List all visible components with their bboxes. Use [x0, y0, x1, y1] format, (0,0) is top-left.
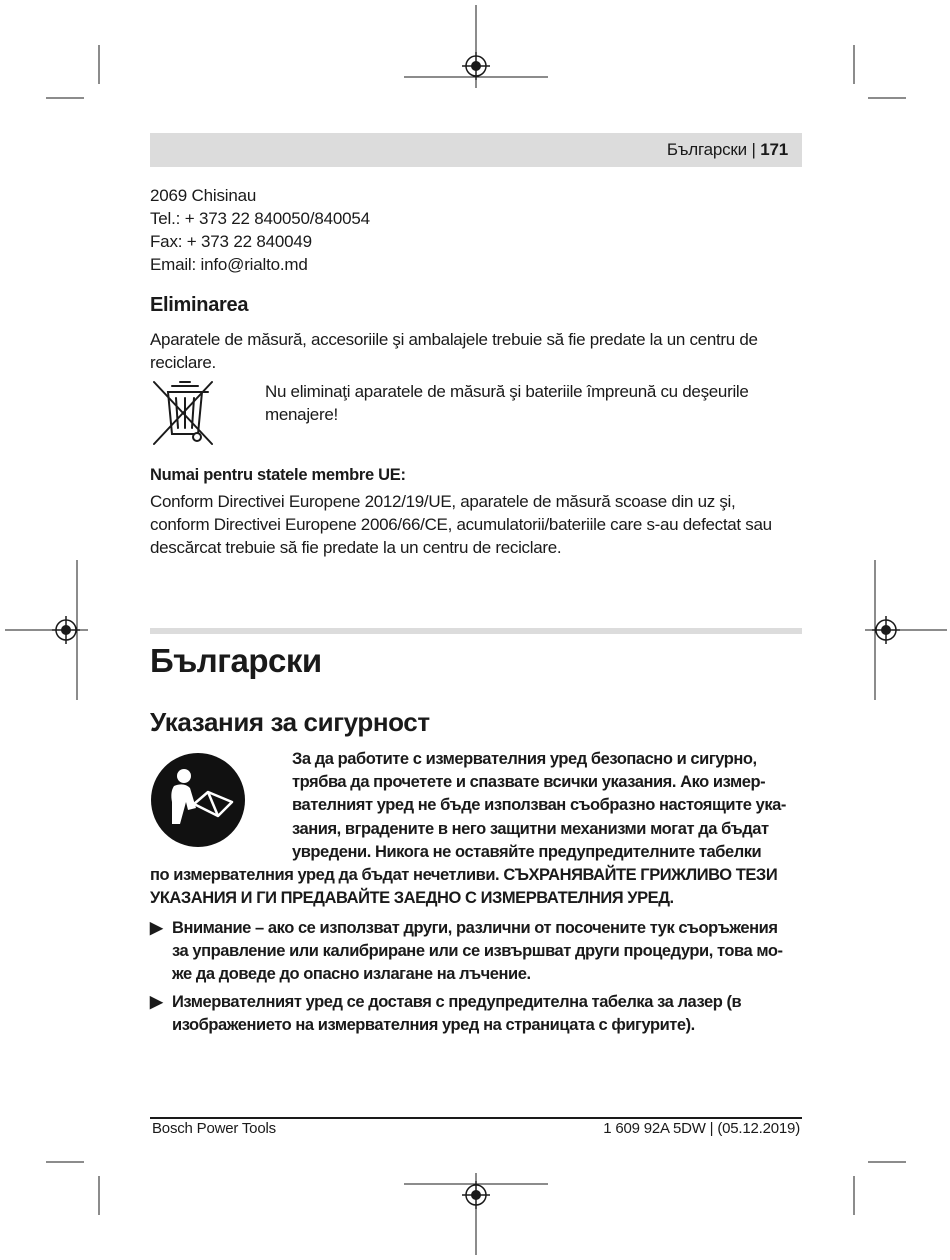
disposal-warning: [265, 380, 805, 426]
bullet-line: за управление или калибриране или се извършват други процедури, това мо-: [172, 942, 783, 961]
header-text: [667, 140, 788, 160]
safety-intro-line: по измервателния уред да бъдат нечетливи. СЪХРАНЯВАЙТЕ ГРИЖЛИВО ТЕЗИ: [150, 866, 778, 885]
page-header: [150, 133, 802, 167]
bullet-line: изображението на измервателния уред на страницата с фигурите).: [172, 1016, 695, 1035]
safety-intro-line: зания, вградените в него защитни механизми могат да бъдат: [292, 819, 769, 838]
eu-text-line: conform Directivei Europene 2006/66/CE, acumulatorii/bateriile care s-au defectat sau: [150, 515, 772, 534]
safety-intro-line: вателният уред не бъде използван съобразно настоящите ука-: [292, 796, 786, 815]
disposal-intro-line: reciclare.: [150, 353, 216, 372]
disposal-heading: Eliminarea: [150, 294, 249, 316]
eu-text: [150, 490, 810, 559]
section-title: Български: [150, 642, 322, 679]
disposal-intro: [150, 328, 810, 374]
safety-intro-line: увредени. Никога не оставяйте предупредителните табелки: [292, 842, 762, 861]
bullet-marker: ▶: [150, 919, 163, 937]
disposal-warning-line: Nu eliminaţi aparatele de măsură şi bateriile împreună cu deşeurile: [265, 382, 749, 401]
safety-intro-line: УКАЗАНИЯ И ГИ ПРЕДАВАЙТЕ ЗАЕДНО С ИЗМЕРВАТЕЛНИЯ УРЕД.: [150, 889, 674, 908]
safety-bullet: [150, 917, 805, 987]
address-fax: Fax: + 373 22 840049: [150, 232, 312, 251]
header-language: Български: [666, 140, 747, 159]
bullet-line: же да доведе до опасно излагане на лъчение.: [172, 965, 531, 984]
page-number: 171: [760, 140, 788, 159]
crossed-out-wheelie-bin-icon: [150, 378, 220, 448]
eu-heading: Numai pentru statele membre UE:: [150, 466, 406, 484]
disposal-warning-line: menajere!: [265, 405, 338, 424]
section-subtitle: Указания за сигурност: [150, 707, 430, 737]
contact-address: [150, 184, 370, 276]
bullet-marker: ▶: [150, 993, 163, 1011]
safety-intro: [150, 748, 805, 910]
bullet-line: Внимание – ако се използват други, различни от посочените тук съоръжения: [172, 919, 778, 937]
footer-rule: [150, 1117, 802, 1119]
address-phone: Tel.: + 373 22 840050/840054: [150, 209, 370, 228]
safety-bullet: [150, 991, 805, 1037]
footer-doc-id: 1 609 92A 5DW | (05.12.2019): [603, 1120, 800, 1137]
eu-text-line: descărcat trebuie să fie predate la un centru de reciclare.: [150, 538, 562, 557]
address-email: Email: info@rialto.md: [150, 255, 308, 274]
safety-intro-line: За да работите с измервателния уред безопасно и сигурно,: [292, 750, 757, 768]
safety-intro-line: трябва да прочетете и спазвате всички указания. Ако измер-: [292, 773, 766, 792]
footer-brand: Bosch Power Tools: [152, 1120, 276, 1137]
eu-text-line: Conform Directivei Europene 2012/19/UE, aparatele de măsură scoase din uz şi,: [150, 492, 736, 511]
section-divider: [150, 628, 802, 634]
bullet-line: Измервателният уред се доставя с предупредителна табелка за лазер (в: [172, 993, 742, 1011]
address-city: 2069 Chisinau: [150, 186, 257, 205]
disposal-intro-line: Aparatele de măsură, accesoriile şi ambalajele trebuie să fie predate la un centru de: [150, 330, 758, 349]
header-separator: |: [751, 140, 756, 159]
